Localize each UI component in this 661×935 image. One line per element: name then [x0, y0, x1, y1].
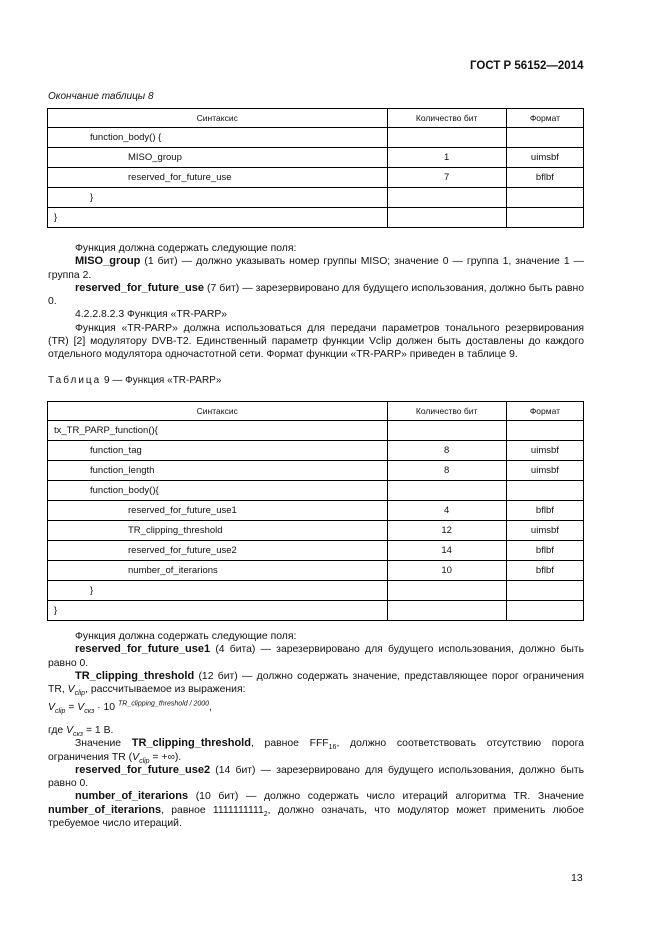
bits-cell [387, 581, 506, 601]
table9 [47, 401, 584, 621]
syntax-cell: tx_TR_PARP_function(){ [48, 421, 388, 441]
syntax-cell: function_body(){ [48, 481, 388, 501]
term-rffu2: reserved_for_future_use2 [75, 763, 211, 776]
syntax-cell: function_length [48, 461, 388, 481]
bits-cell [387, 481, 506, 501]
formula-vclip: $V_{clip} = V_{скз} \cdot 10$ $^{TR\_clipping\_threshold / 2000}$, [48, 700, 212, 716]
format-cell: bflbf [506, 168, 583, 188]
term-trct: TR_clipping_threshold [75, 669, 195, 682]
syntax-cell: reserved_for_future_use1 [48, 501, 388, 521]
table8 [47, 108, 584, 228]
where-line: где $V_{скз} = 1$ В. [48, 725, 114, 739]
bits-cell [387, 601, 506, 621]
format-cell [506, 128, 583, 148]
bits-cell: 8 [387, 461, 506, 481]
format-cell [506, 601, 583, 621]
bits-cell: 4 [387, 501, 506, 521]
table-row [48, 581, 584, 601]
format-cell: bflbf [506, 561, 583, 581]
text-block-2 [48, 630, 584, 696]
term-rffu1: reserved_for_future_use1 [75, 643, 211, 656]
format-cell: uimsbf [506, 461, 583, 481]
value-desc: Значение TR_clipping_threshold, равное $FFF_{16}$, должно соответствовать отсутствию порога ограничения TR ($V_{clip}$ = +∞). [48, 737, 584, 765]
syntax-cell: MISO_group [48, 148, 388, 168]
trct-desc: TR_clipping_threshold (12 бит) — должно содержать значение, представляющее порог ограничения TR, $V_{clip}$, рассчитываемое из выражения: [48, 669, 584, 698]
format-cell [506, 188, 583, 208]
column-header-format: Формат [506, 109, 583, 128]
column-header-bits: Количество бит [387, 402, 506, 421]
format-cell: uimsbf [506, 441, 583, 461]
table-row [48, 561, 584, 581]
format-cell [506, 208, 583, 228]
syntax-cell: reserved_for_future_use [48, 168, 388, 188]
column-header-syntax: Синтаксис [48, 402, 388, 421]
column-header-bits: Количество бит [387, 109, 506, 128]
term-noi: number_of_iterarions [75, 790, 189, 803]
table-row [48, 168, 584, 188]
section-body: Функция «TR-PARP» должна использоваться для передачи параметров тонального резервирования (TR) [2] модулятору DVB-T2. Единственный параметр функции Vclip должен быть доставлены до каждого отдельного модулятора одночастотной сети. Формат функции «TR-PARP» приведен в таблице 9. [48, 322, 584, 361]
document-code: ГОСТ Р 56152—2014 [470, 60, 584, 72]
bits-cell: 7 [387, 168, 506, 188]
term-trct-2: TR_clipping_threshold [131, 737, 251, 750]
rffu1-desc: reserved_for_future_use1 (4 бита) — зарезервировано для будущего использования, должно быть равно 0. [48, 643, 584, 669]
syntax-cell: TR_clipping_threshold [48, 521, 388, 541]
format-cell [506, 481, 583, 501]
bits-cell [387, 208, 506, 228]
rffu2-desc: reserved_for_future_use2 (14 бит) — зарезервировано для будущего использования, должно быть равно 0. [48, 763, 584, 790]
syntax-cell: } [48, 208, 388, 228]
table-header-row [48, 109, 584, 128]
format-cell [506, 581, 583, 601]
table-row [48, 601, 584, 621]
format-cell: uimsbf [506, 521, 583, 541]
bits-cell: 14 [387, 541, 506, 561]
table-row [48, 208, 584, 228]
bits-cell: 10 [387, 561, 506, 581]
fields-intro-2: Функция должна содержать следующие поля: [75, 631, 297, 642]
table-header-row [48, 402, 584, 421]
column-header-syntax: Синтаксис [48, 109, 388, 128]
bits-cell: 1 [387, 148, 506, 168]
term-miso-group: MISO_group [75, 255, 141, 268]
text-block-3 [48, 724, 584, 830]
syntax-cell: function_tag [48, 441, 388, 461]
table8-caption: Окончание таблицы 8 [48, 91, 154, 102]
fields-intro: Функция должна содержать следующие поля: [75, 243, 297, 254]
table-row [48, 521, 584, 541]
bits-cell [387, 128, 506, 148]
syntax-cell: function_body() { [48, 128, 388, 148]
term-noi-2: number_of_iterarions [48, 803, 162, 816]
miso-group-desc: MISO_group (1 бит) — должно указывать номер группы MISO; значение 0 — группа 1, значение 1 — группа 2. [48, 255, 584, 281]
column-header-format: Формат [506, 402, 583, 421]
table9-caption: Таблица 9 — Функция «TR-PARP» [48, 375, 222, 386]
format-cell: uimsbf [506, 148, 583, 168]
table-row [48, 461, 584, 481]
format-cell [506, 421, 583, 441]
bits-cell: 8 [387, 441, 506, 461]
syntax-cell: number_of_iterarions [48, 561, 388, 581]
section-heading: 4.2.2.8.2.3 Функция «TR-PARP» [75, 309, 228, 321]
table-row [48, 421, 584, 441]
table-row [48, 188, 584, 208]
table-row [48, 441, 584, 461]
table-row [48, 501, 584, 521]
table-row [48, 481, 584, 501]
syntax-cell: } [48, 188, 388, 208]
format-cell: bflbf [506, 541, 583, 561]
format-cell: bflbf [506, 501, 583, 521]
syntax-cell: reserved_for_future_use2 [48, 541, 388, 561]
noi-desc: number_of_iterarions (10 бит) — должно содержать число итераций алгоритма TR. Значение number_of_iterarions, равное $1111111111_2$, должно означать, что модулятор может применить любое требуемое число итераций. [48, 790, 585, 830]
syntax-cell: } [48, 581, 388, 601]
syntax-cell: } [48, 601, 388, 621]
table-row [48, 541, 584, 561]
text-block-1 [48, 242, 584, 362]
term-rffu: reserved_for_future_use [75, 281, 205, 294]
table-row [48, 148, 584, 168]
bits-cell [387, 421, 506, 441]
rffu-desc: reserved_for_future_use (7 бит) — зарезервировано для будущего использования, должно быть равно 0. [48, 281, 584, 308]
table-row [48, 128, 584, 148]
bits-cell [387, 188, 506, 208]
page-number: 13 [571, 872, 583, 884]
bits-cell: 12 [387, 521, 506, 541]
